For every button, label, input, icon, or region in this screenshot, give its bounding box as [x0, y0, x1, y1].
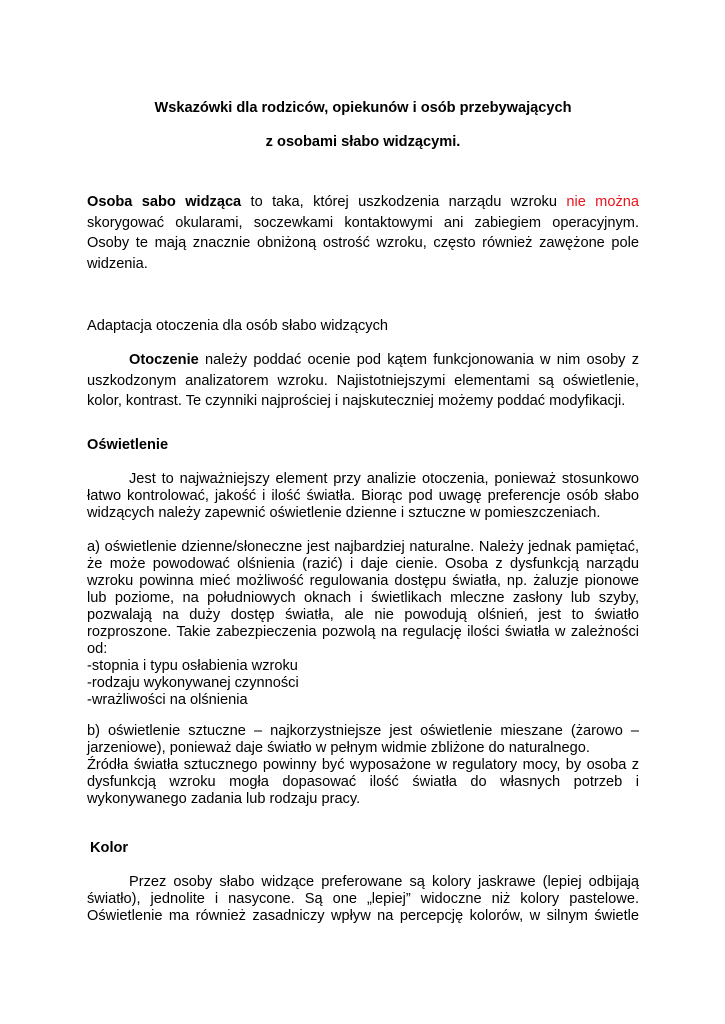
- lighting-artificial: b) oświetlenie sztuczne – najkorzystniejsze jest oświetlenie mieszane (żarowo – jarzeniowe), ponieważ daje światło w pełnym widmie zbliżone do naturalnego.: [87, 723, 639, 756]
- lighting-list-item-3: -wrażliwości na olśnienia: [87, 692, 248, 708]
- lighting-heading: Oświetlenie: [87, 437, 169, 453]
- title-line-1: Wskazówki dla rodziców, opiekunów i osób przebywających: [154, 100, 572, 116]
- adaptation-paragraph: [87, 350, 639, 412]
- lighting-natural: a) oświetlenie dzienne/słoneczne jest najbardziej naturalne. Należy jednak pamiętać, że może powodować olśnienia (razić) i daje cienie. Osoba z dysfunkcją narządu wzroku powinna mieć możliwość regulowania dostępu światła, np. żaluzje pionowe lub poziome, na południowych oknach i świetlikach mleczne zasłony lub szyby, pozwalają na duży dostęp światła, ale nie powodują olśnień, jest to światło rozproszone. Takie zabezpieczenia pozwolą na regulację ilości światła w zależności od:: [87, 539, 639, 657]
- color-paragraph: Przez osoby słabo widzące preferowane są kolory jaskrawe (lepiej odbijają światło), jednolite i nasycone. Są one „lepiej” widoczne niż kolory pastelowe. Oświetlenie ma również zasadniczy wpływ na percepcję kolorów, w silnym świetle: [87, 874, 639, 924]
- adaptation-term: Otoczenie: [129, 352, 199, 368]
- definition-text-before: to taka, której uszkodzenia narządu wzroku: [241, 194, 567, 210]
- lighting-sources: Źródła światła sztucznego powinny być wyposażone w regulatory mocy, by osoba z dysfunkcją wzroku mogła dopasować ilość światła do własnych potrzeb i wykonywanego zadania lub rodzaju pracy.: [87, 757, 639, 807]
- definition-term: Osoba sabo widząca: [87, 194, 242, 210]
- adaptation-heading: Adaptacja otoczenia dla osób słabo widzących: [87, 318, 388, 334]
- color-heading: Kolor: [90, 840, 129, 856]
- definition-highlight: nie można: [566, 194, 639, 210]
- adaptation-text: należy poddać ocenie pod kątem funkcjonowania w nim osoby z uszkodzonym analizatorem wzroku. Najistotniejszymi elementami są oświetlenie, kolor, kontrast. Te czynniki najprościej i najskuteczniej możemy poddać modyfikacji.: [87, 352, 639, 409]
- title-line-2: z osobami słabo widzącymi.: [265, 134, 461, 150]
- definition-paragraph: [87, 192, 639, 274]
- lighting-list-item-2: -rodzaju wykonywanej czynności: [87, 675, 299, 691]
- lighting-intro: Jest to najważniejszy element przy analizie otoczenia, ponieważ stosunkowo łatwo kontrolować, jakość i ilość światła. Biorąc pod uwagę preferencje osób słabo widzących należy zapewnić oświetlenie dzienne i sztuczne w pomieszczeniach.: [87, 471, 639, 521]
- lighting-list-item-1: -stopnia i typu osłabienia wzroku: [87, 658, 298, 674]
- definition-text-after: skorygować okularami, soczewkami kontaktowymi ani zabiegiem operacyjnym. Osoby te mają znacznie obniżoną ostrość wzroku, często również zawężone pole widzenia.: [87, 214, 639, 272]
